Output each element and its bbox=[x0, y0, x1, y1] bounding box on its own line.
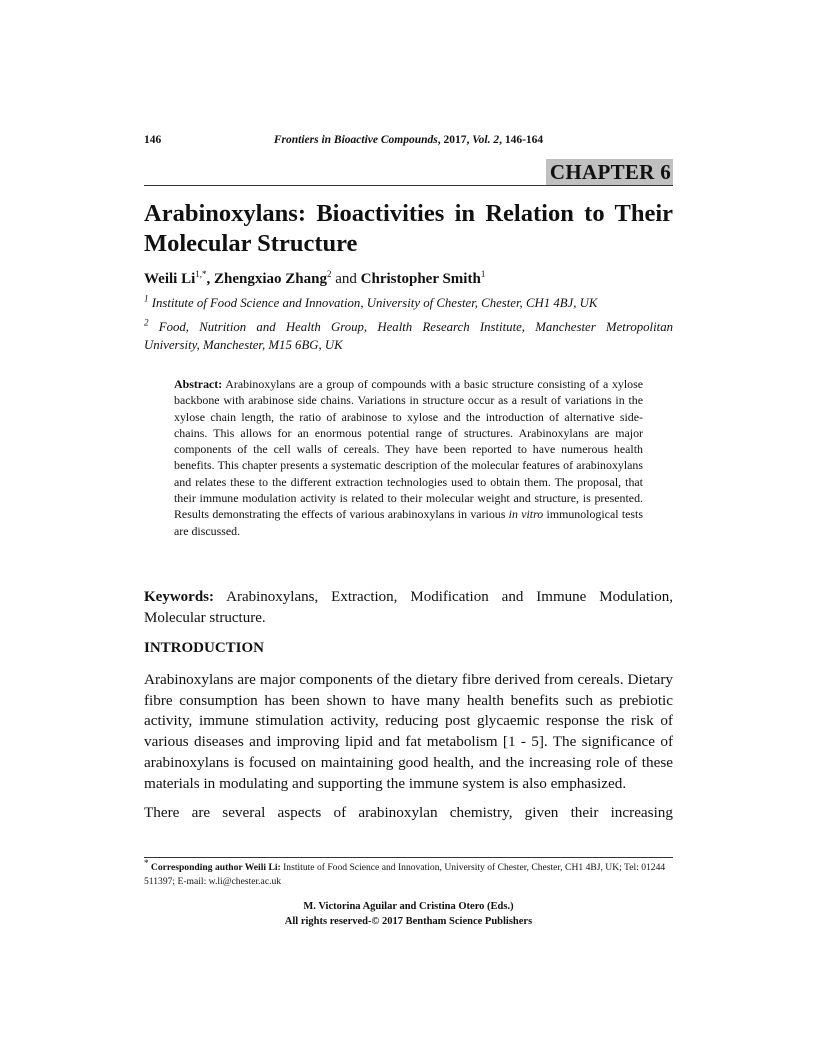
author-name: Christopher Smith bbox=[360, 271, 481, 287]
title-line-1: Arabinoxylans: Bioactivities in Relation to Their bbox=[144, 200, 673, 227]
title-line-2: Molecular Structure bbox=[144, 230, 358, 257]
footnote-divider bbox=[144, 857, 673, 858]
affiliation-2: $^2$ Food, Nutrition and Health Group, Health Research Institute, Manchester Metropolitan University, Manchester, M15 6BG, UK bbox=[144, 317, 673, 352]
body-paragraph: Arabinoxylans are major components of the dietary fibre derived from cereals. Dietary fibre consumption has been shown to have many health benefits such as prebiotic activity, immune stimulation activity, reducing post glycaemic response the risk of various diseases and improving lipid and fat metabolism [1 - 5]. The significance of arabinoxylans is focused on maintaining good health, and the increasing role of these materials in modulating and supporting the immune system is also emphasized. bbox=[144, 671, 673, 792]
abstract-label: Abstract: bbox=[174, 377, 223, 391]
author-name: Zhengxiao Zhang bbox=[214, 271, 327, 287]
corresponding-author-footnote: * Corresponding author Weili Li: Institute of Food Science and Innovation, University of Chester, Chester, CH1 4BJ, UK; Tel: 01244 511397; E-mail: w.li@chester.ac.uk bbox=[144, 857, 666, 887]
abstract: Abstract: Arabinoxylans are a group of compounds with a basic structure consisting of a xylose backbone with arabinose side chains. Variations in structure occur as a result of variations in the xylose chain length, the ratio of arabinose to xylose and the introduction of alternative side-chains. This allows for an enormous potential range of structures. Arabinoxylans are major components of the cell walls of cereals. They have been reported to have numerous health benefits. This chapter presents a systematic description of the molecular features of arabinoxylans and relates these to the different extraction technologies used to obtain them. The proposal, that their immune modulation activity is related to their molecular weight and structure, is presented. Results demonstrating the effects of various arabinoxylans in various in vitro immunological tests are discussed. bbox=[174, 377, 643, 538]
journal-citation: Frontiers in Bioactive Compounds, 2017, Vol. 2, 146-164 bbox=[273, 134, 544, 146]
chapter-header-rule bbox=[144, 159, 673, 186]
page-number: 146 bbox=[144, 134, 162, 146]
keywords-label: Keywords: bbox=[144, 589, 214, 605]
editors-copyright bbox=[144, 899, 673, 929]
section-heading-introduction: INTRODUCTION bbox=[144, 640, 265, 656]
body-paragraph: There are several aspects of arabinoxylan chemistry, given their increasing bbox=[144, 804, 673, 821]
editors-line: M. Victorina Aguilar and Cristina Otero (Eds.) bbox=[303, 901, 514, 912]
author-list: Weili $Li^{1,*}$, Zhengxiao Zhang$^2$ and Christopher Smith$^1$ bbox=[144, 269, 486, 287]
keywords: Keywords: Arabinoxylans, Extraction, Modification and Immune Modulation, Molecular structure. bbox=[144, 589, 673, 626]
volume: Vol. 2 bbox=[472, 134, 500, 146]
chapter-label: CHAPTER 6 bbox=[546, 159, 673, 185]
affiliation-1: $^1$ Institute of Food Science and Innovation, University of Chester, Chester, CH1 4BJ, UK bbox=[144, 293, 598, 310]
article-title bbox=[144, 199, 673, 259]
journal-name: Frontiers in Bioactive Compounds bbox=[273, 134, 438, 146]
copyright-line: All rights reserved-© 2017 Bentham Science Publishers bbox=[284, 916, 533, 927]
author-name: Weili Li bbox=[144, 271, 196, 287]
